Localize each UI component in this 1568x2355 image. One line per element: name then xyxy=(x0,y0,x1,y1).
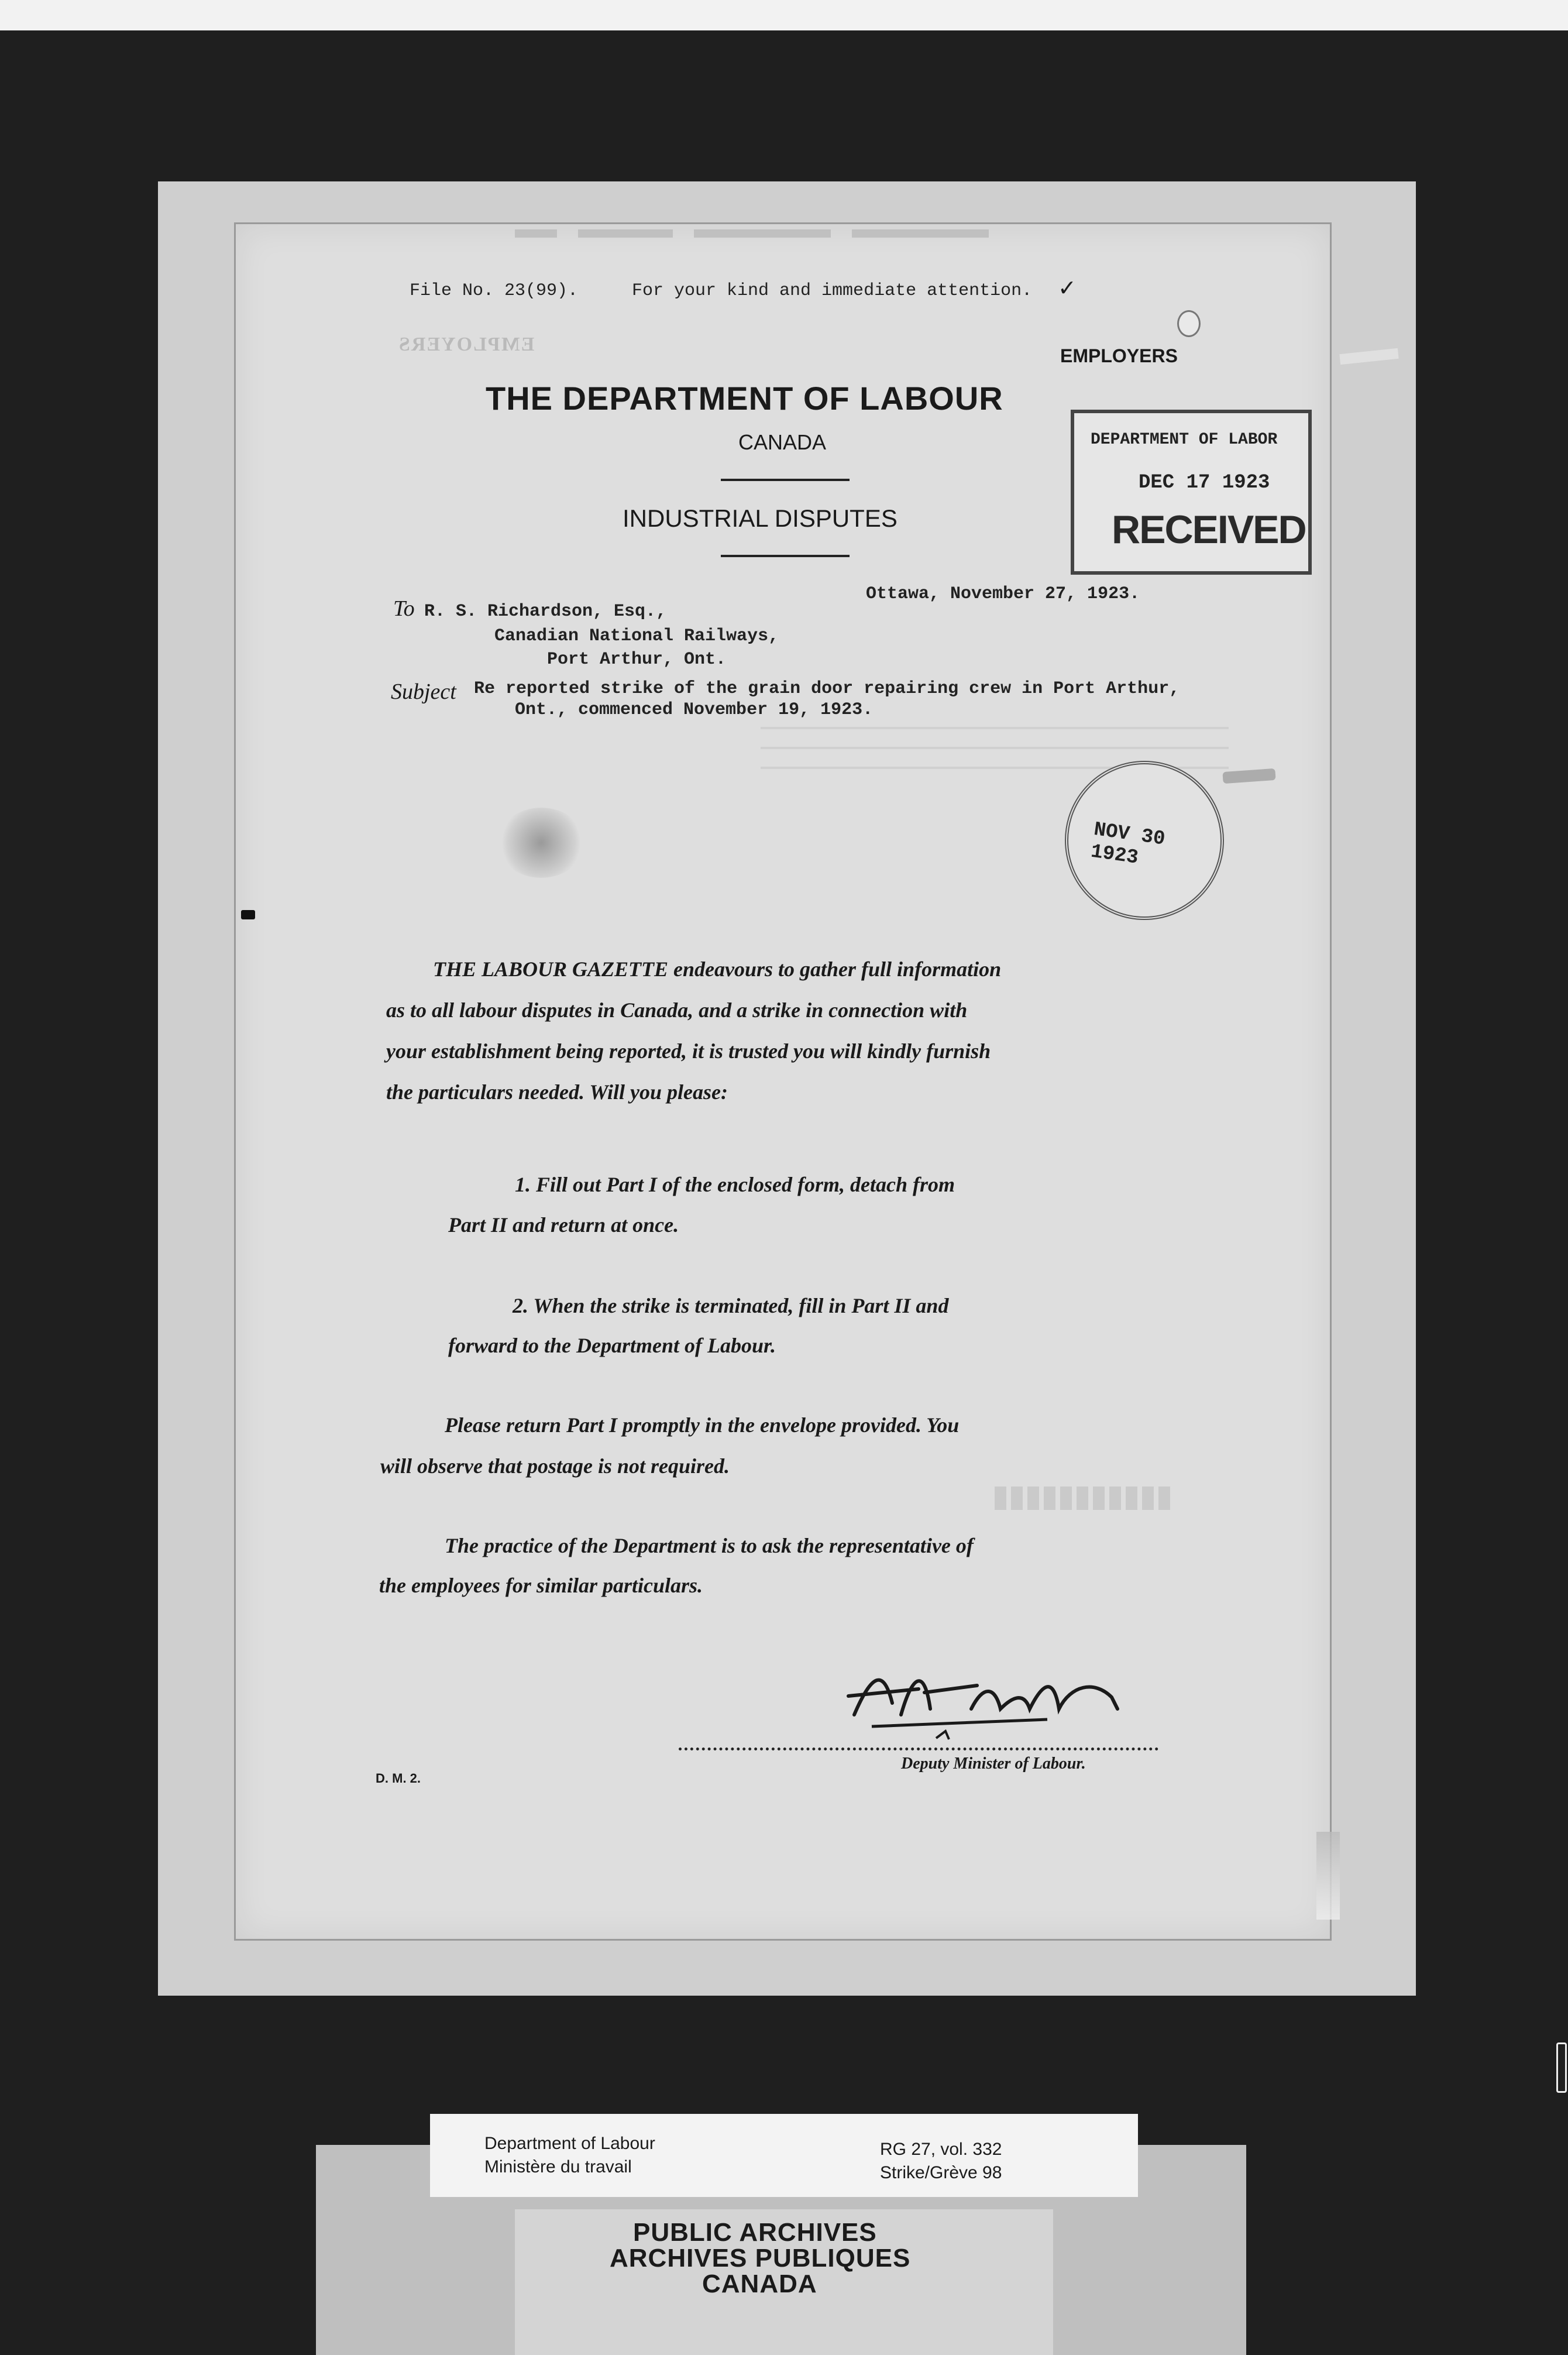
archive-reference: RG 27, vol. 332 xyxy=(880,2140,1002,2159)
body-paragraph-1-line-4: the particulars needed. Will you please: xyxy=(386,1080,728,1104)
office-stamp-date: NOV 30 1923 xyxy=(1089,819,1167,870)
to-label: To xyxy=(393,596,415,621)
archive-dept-fr: Ministère du travail xyxy=(484,2157,632,2177)
section-title: INDUSTRIAL DISPUTES xyxy=(623,504,898,532)
body-paragraph-1-line-3: your establishment being reported, it is trusted you will kindly furnish xyxy=(386,1039,991,1063)
received-stamp-status: RECEIVED xyxy=(1112,507,1306,552)
margin-mark xyxy=(241,910,255,919)
archives-line-2: ARCHIVES PUBLIQUES xyxy=(610,2244,911,2272)
top-border-strip xyxy=(0,0,1568,30)
received-stamp-date: DEC 17 1923 xyxy=(1139,472,1270,494)
archive-file-number: Strike/Grève 98 xyxy=(880,2163,1002,2182)
body-paragraph-1-line-2: as to all labour disputes in Canada, and a strike in connection with xyxy=(386,998,968,1022)
archive-dept-en: Department of Labour xyxy=(484,2134,655,2153)
archives-line-3: CANADA xyxy=(702,2270,817,2298)
right-edge-mark xyxy=(1556,2042,1567,2093)
body-paragraph-3-line-1: The practice of the Department is to ask the representative of xyxy=(445,1534,974,1557)
body-paragraph-1-line-1: THE LABOUR GAZETTE endeavours to gather full information xyxy=(433,957,1002,981)
signature-image xyxy=(837,1650,1129,1750)
form-code: D. M. 2. xyxy=(376,1771,421,1786)
body-paragraph-2-line-2: will observe that postage is not required. xyxy=(380,1454,730,1478)
instruction-item-1-line-2: Part II and return at once. xyxy=(448,1213,679,1237)
file-number: File No. 23(99). xyxy=(410,281,579,301)
letter-date: Ottawa, November 27, 1923. xyxy=(866,584,1140,604)
bleed-through-form-lines xyxy=(995,1487,1170,1510)
archives-line-1: PUBLIC ARCHIVES xyxy=(633,2218,877,2247)
archive-label-card xyxy=(430,2114,1138,2197)
received-stamp-dept: DEPARTMENT OF LABOR xyxy=(1091,431,1278,449)
employers-heading: EMPLOYERS xyxy=(1060,345,1178,366)
department-title: THE DEPARTMENT OF LABOUR xyxy=(486,380,1003,417)
title-rule-bottom xyxy=(721,555,850,557)
country-title: CANADA xyxy=(738,430,827,454)
bleed-through-text: EMPLOYERS xyxy=(398,334,535,355)
attention-note: For your kind and immediate attention. xyxy=(632,281,1033,301)
body-paragraph-3-line-2: the employees for similar particulars. xyxy=(379,1574,703,1597)
faint-header-bleed xyxy=(515,229,1041,238)
office-round-stamp xyxy=(1065,761,1224,920)
title-rule-top xyxy=(721,479,850,481)
subject-line-1: Re reported strike of the grain door repairing crew in Port Arthur, xyxy=(474,679,1180,699)
instruction-item-1-line-1: 1. Fill out Part I of the enclosed form, detach from xyxy=(515,1173,955,1196)
recipient-name: R. S. Richardson, Esq., xyxy=(424,602,667,622)
ink-smudge xyxy=(497,808,585,878)
punch-hole xyxy=(1177,310,1201,337)
instruction-item-2-line-1: 2. When the strike is terminated, fill in Part II and xyxy=(513,1294,949,1317)
recipient-city: Port Arthur, Ont. xyxy=(547,650,727,670)
signature-title: Deputy Minister of Labour. xyxy=(901,1755,1086,1773)
check-mark: ✓ xyxy=(1058,276,1077,301)
signature-line xyxy=(679,1748,1158,1750)
instruction-item-2-line-2: forward to the Department of Labour. xyxy=(448,1334,776,1357)
subject-line-2: Ont., commenced November 19, 1923. xyxy=(515,700,874,720)
received-stamp xyxy=(1071,410,1312,575)
recipient-company: Canadian National Railways, xyxy=(494,626,779,646)
corner-damage xyxy=(1316,1832,1340,1920)
body-paragraph-2-line-1: Please return Part I promptly in the envelope provided. You xyxy=(445,1413,960,1437)
subject-label: Subject xyxy=(391,679,456,704)
